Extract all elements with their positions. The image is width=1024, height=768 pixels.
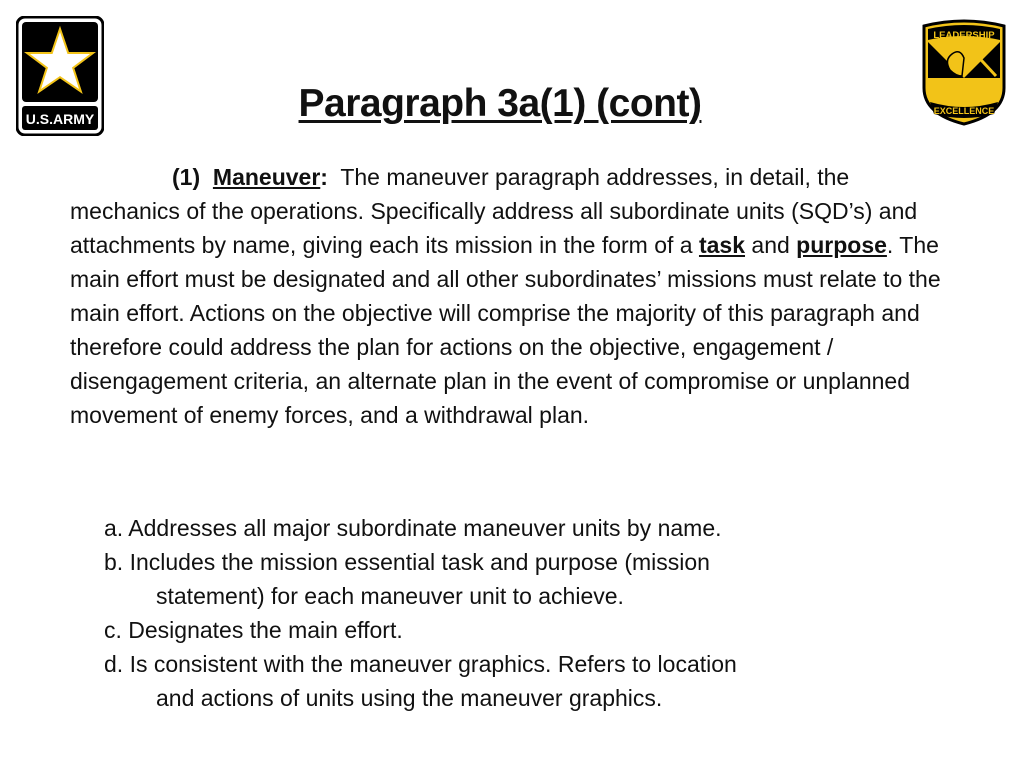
- criteria-line: a. Addresses all major subordinate maneuver units by name.: [104, 515, 722, 541]
- rotc-top-text: LEADERSHIP: [933, 30, 995, 41]
- slide-title: Paragraph 3a(1) (cont): [298, 82, 702, 125]
- maneuver-paragraph: [70, 160, 950, 432]
- criteria-line: c. Designates the main effort.: [104, 617, 403, 643]
- criteria-list: [104, 511, 944, 715]
- criteria-line: b. Includes the mission essential task and purpose (mission: [104, 549, 710, 575]
- paragraph-number: (1): [172, 164, 201, 190]
- criteria-continuation: statement) for each maneuver unit to achieve.: [156, 583, 624, 609]
- rotc-bottom-text: EXCELLENCE: [933, 106, 995, 116]
- criteria-continuation: and actions of units using the maneuver graphics.: [156, 685, 663, 711]
- and-word: and: [751, 232, 790, 258]
- intro-text-continued: . The main effort must be designated and all other subordinates’ missions must relate to the main effort. Actions on the objective will comprise the majority of this paragraph and therefore could address the plan for actions on the objective, engagement / disengagement criteria, an alternate plan in the event of compromise or unplanned movement of enemy forces, and a withdrawal plan.: [70, 232, 941, 428]
- list-item: [104, 545, 944, 613]
- list-item: [104, 613, 944, 647]
- army-logo-text: U.S.ARMY: [25, 111, 95, 127]
- list-item: [104, 647, 944, 715]
- criteria-line: d. Is consistent with the maneuver graphics. Refers to location: [104, 651, 737, 677]
- list-item: [104, 511, 944, 545]
- task-term: task: [698, 232, 746, 258]
- maneuver-heading: Maneuver: [212, 164, 321, 190]
- purpose-term: purpose: [796, 232, 887, 258]
- heading-colon: :: [320, 164, 328, 190]
- intro-text: The maneuver paragraph addresses, in detail, the mechanics of the operations. Specifically address all subordinate units (SQD’s) and attachments by name, giving each its mission in the form of a: [70, 164, 918, 258]
